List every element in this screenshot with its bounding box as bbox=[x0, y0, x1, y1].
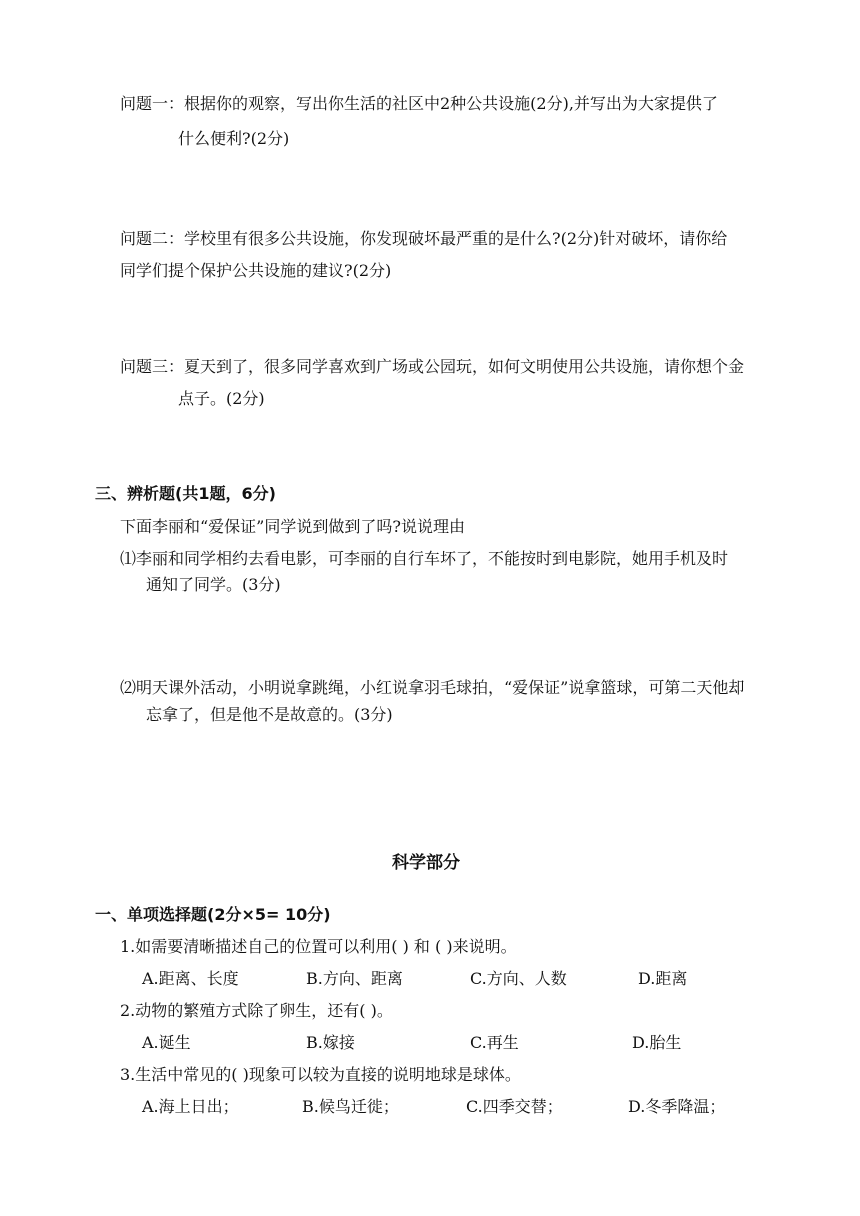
section3-item1-line2: 通知了同学。(3分) bbox=[146, 575, 281, 594]
science-q3-option-d: D.冬季降温； bbox=[628, 1097, 726, 1116]
q3-line1: 问题三：夏天到了，很多同学喜欢到广场或公园玩，如何文明使用公共设施，请你想个金 bbox=[120, 357, 745, 376]
science-q1-option-d: D.距离 bbox=[638, 969, 688, 988]
section3-item1-line1: ⑴李丽和同学相约去看电影，可李丽的自行车坏了，不能按时到电影院，她用手机及时 bbox=[120, 549, 729, 568]
science-q3-stem: 3.生活中常见的( )现象可以较为直接的说明地球是球体。 bbox=[120, 1065, 521, 1084]
section3-item2-line2: 忘拿了，但是他不是故意的。(3分) bbox=[146, 705, 393, 724]
q2-line1: 问题二：学校里有很多公共设施，你发现破坏最严重的是什么?(2分)针对破坏，请你给 bbox=[120, 229, 728, 248]
science-q2-stem: 2.动物的繁殖方式除了卵生，还有( )。 bbox=[120, 1001, 393, 1020]
science-q2-option-d: D.胎生 bbox=[632, 1033, 682, 1052]
section3-intro: 下面李丽和“爱保证”同学说到做到了吗?说说理由 bbox=[120, 517, 465, 536]
science-q1-option-a: A.距离、长度 bbox=[142, 969, 239, 988]
science-q1-stem: 1.如需要清晰描述自己的位置可以利用( ) 和 ( )来说明。 bbox=[120, 937, 517, 956]
q2-line2: 同学们提个保护公共设施的建议?(2分) bbox=[120, 261, 392, 280]
q1-line1: 问题一：根据你的观察，写出你生活的社区中2种公共设施(2分),并写出为大家提供了 bbox=[120, 94, 718, 113]
science-q3-option-a: A.海上日出； bbox=[142, 1097, 239, 1116]
science-q3-option-b: B.候鸟迁徙； bbox=[302, 1097, 399, 1116]
science-q2-option-a: A.诞生 bbox=[142, 1033, 191, 1052]
section3-item2-line1: ⑵明天课外活动，小明说拿跳绳，小红说拿羽毛球拍，“爱保证”说拿篮球，可第二天他却 bbox=[120, 678, 745, 697]
science-q2-option-c: C.再生 bbox=[470, 1033, 519, 1052]
q1-line2: 什么便利?(2分) bbox=[178, 129, 290, 148]
science-title: 科学部分 bbox=[392, 853, 460, 873]
science-q1-option-c: C.方向、人数 bbox=[470, 969, 567, 988]
science-q3-option-c: C.四季交替； bbox=[466, 1097, 563, 1116]
science-q1-option-b: B.方向、距离 bbox=[306, 969, 403, 988]
science-heading: 一、单项选择题(2分×5= 10分) bbox=[95, 905, 331, 924]
section3-heading: 三、辨析题(共1题，6分) bbox=[95, 484, 276, 503]
science-q2-option-b: B.嫁接 bbox=[306, 1033, 355, 1052]
q3-line2: 点子。(2分) bbox=[178, 389, 265, 408]
